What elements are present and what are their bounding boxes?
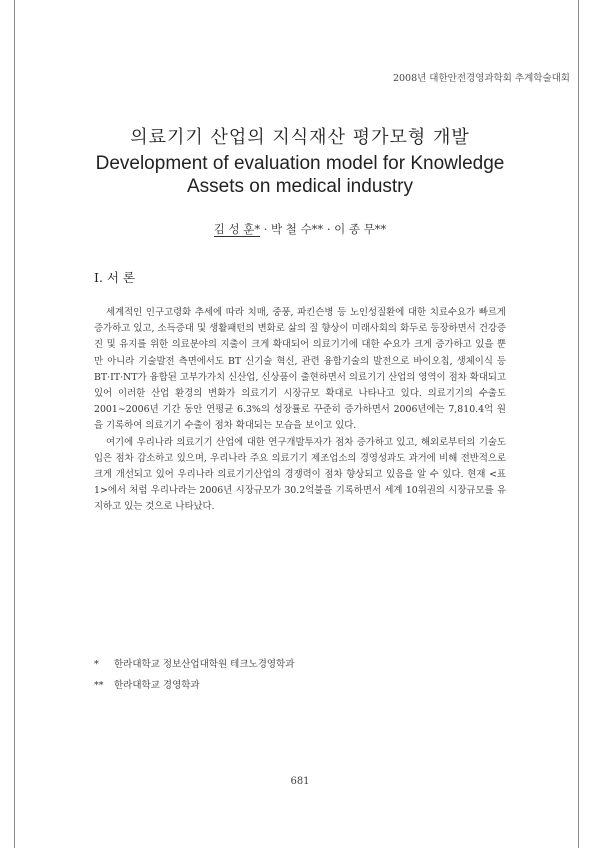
author-list xyxy=(0,221,600,237)
body-text xyxy=(94,305,506,516)
footnotes xyxy=(94,654,294,696)
author-first: 김 성 훈* xyxy=(213,222,261,236)
section-heading: I. 서 론 xyxy=(94,270,136,285)
author-third: 이 종 무** xyxy=(334,222,387,236)
footnote-text: 한라대학교 경영학과 xyxy=(114,680,200,691)
footnote xyxy=(94,654,294,675)
footnote-mark: ** xyxy=(94,680,104,691)
english-title-line-1: Development of evaluation model for Knowledge xyxy=(95,153,505,174)
english-title-line-2: Assets on medical industry xyxy=(187,176,413,197)
footnote-text: 한라대학교 정보산업대학원 테크노경영학과 xyxy=(114,659,295,670)
author-separator: · xyxy=(260,222,272,236)
page-number: 681 xyxy=(290,776,310,787)
korean-title: 의료기기 산업의 지식재산 평가모형 개발 xyxy=(130,127,470,148)
author-separator: · xyxy=(323,222,335,236)
footnote-mark: * xyxy=(94,659,99,670)
footnote xyxy=(94,675,294,696)
body-paragraph: 세계적인 인구고령화 추세에 따라 치매, 중풍, 파킨슨병 등 노인성질환에 대한 치료수요가 빠르게 증가하고 있고, 소득증대 및 생활패턴의 변화로 삶의 질 향상이 미래사회의 화두로 등장하면서 건강증진 및 유지를 위한 의료분야의 지출이 크게 확대되어 의료기기에 대한 수요가 크게 증가하고 있을 뿐만 아니라 기술발전 측면에서도 BT 신기술 혁신, 관련 융합기술의 발전으로 바이오칩, 생체이식 등 BT·IT·NT가 융합된 고부가가치 신산업, 신상품이 출현하면서 의료기기 산업의 영역이 점차 확대되고 있어 이러한 산업 환경의 변화가 의료기기 시장규모 확대로 나타나고 있다. 의료기기의 수출도 2001∼2006년 기간 동안 연평균 6.3%의 성장률로 꾸준히 증가하면서 2006년에는 7,810.4억 원을 기록하여 의료기기 수출이 점차 확대되는 모습을 보이고 있다. xyxy=(94,307,506,432)
english-title xyxy=(0,152,600,198)
running-header: 2008년 대한안전경영과학회 추계학술대회 xyxy=(392,73,570,84)
author-second: 박 철 수** xyxy=(271,222,324,236)
body-paragraph: 여기에 우리나라 의료기기 산업에 대한 연구개발투자가 점차 증가하고 있고, 해외로부터의 기술도입은 점차 감소하고 있으며, 우리나라 주요 의료기기 제조업소의 경영성과도 과거에 비해 전반적으로 크게 개선되고 있어 우리나라 의료기기산업의 경쟁력이 점차 향상되고 있음을 알 수 있다. 현재 <표 1>에서 처럼 우리나라는 2006년 시장규모가 30.2억불을 기록하면서 세계 10위권의 시장규모를 유지하고 있는 것으로 나타났다. xyxy=(94,436,506,513)
